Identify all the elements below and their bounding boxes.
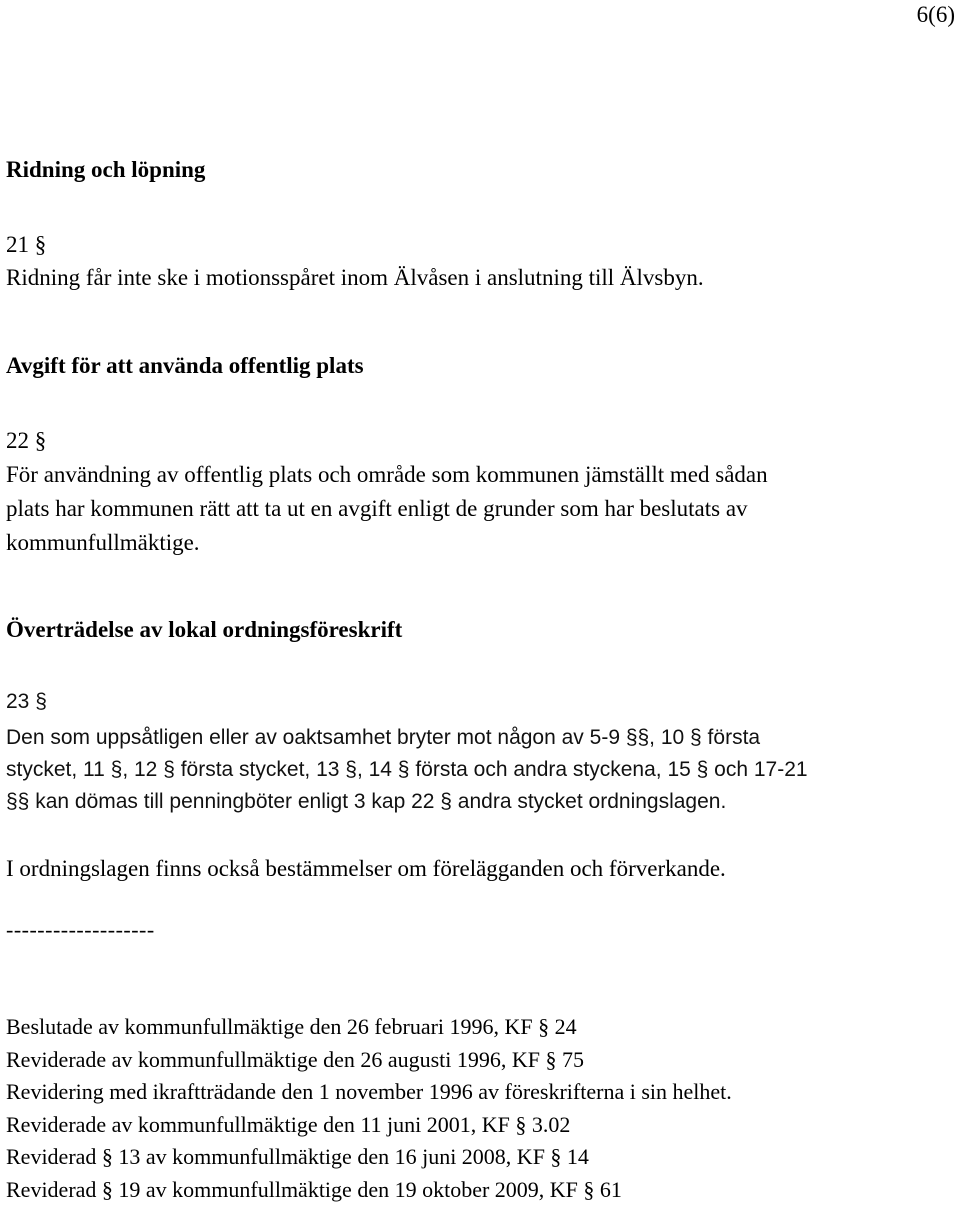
revision-history xyxy=(6,1011,732,1207)
revision-line: Reviderade av kommunfullmäktige den 11 juni 2001, KF § 3.02 xyxy=(6,1111,571,1137)
text-line: stycket, 11 §, 12 § första stycket, 13 §, 14 § första och andra styckena, 15 § och 17-21 xyxy=(6,758,808,781)
revision-line: Revidering med ikraftträdande den 1 november 1996 av föreskrifterna i sin helhet. xyxy=(6,1079,732,1105)
text-line: §§ kan dömas till penningböter enligt 3 kap 22 § andra stycket ordningslagen. xyxy=(6,790,727,813)
revision-line: Beslutade av kommunfullmäktige den 26 februari 1996, KF § 24 xyxy=(6,1014,577,1039)
text-line: För användning av offentlig plats och område som kommunen jämställt med sådan xyxy=(6,462,768,487)
text-line: Den som uppsåtligen eller av oaktsamhet bryter mot någon av 5-9 §§, 10 § första xyxy=(6,726,761,749)
revision-line: Reviderad § 13 av kommunfullmäktige den 16 juni 2008, KF § 14 xyxy=(6,1144,589,1170)
ordinance-note: I ordningslagen finns också bestämmelser om förelägganden och förverkande. xyxy=(6,856,726,881)
paragraph-text-22 xyxy=(6,458,768,560)
paragraph-text-23 xyxy=(6,722,808,818)
revision-line: Reviderade av kommunfullmäktige den 26 augusti 1996, KF § 75 xyxy=(6,1046,585,1072)
heading-violation: Överträdelse av lokal ordningsföreskrift xyxy=(6,617,403,642)
text-line: plats har kommunen rätt att ta ut en avgift enligt de grunder som har beslutats av xyxy=(6,496,748,521)
heading-fee: Avgift för att använda offentlig plats xyxy=(6,353,364,378)
text-line: kommunfullmäktige. xyxy=(6,530,200,555)
heading-riding: Ridning och löpning xyxy=(6,157,206,182)
revision-line: Reviderad § 19 av kommunfullmäktige den 19 oktober 2009, KF § 61 xyxy=(6,1176,622,1202)
paragraph-text-21: Ridning får inte ske i motionsspåret inom Älvåsen i anslutning till Älvsbyn. xyxy=(6,265,704,290)
paragraph-number-23: 23 § xyxy=(6,690,47,713)
separator-line: ------------------- xyxy=(6,917,155,942)
paragraph-number-22: 22 § xyxy=(6,428,47,453)
paragraph-number-21: 21 § xyxy=(6,232,47,257)
page-number: 6(6) xyxy=(916,2,955,27)
